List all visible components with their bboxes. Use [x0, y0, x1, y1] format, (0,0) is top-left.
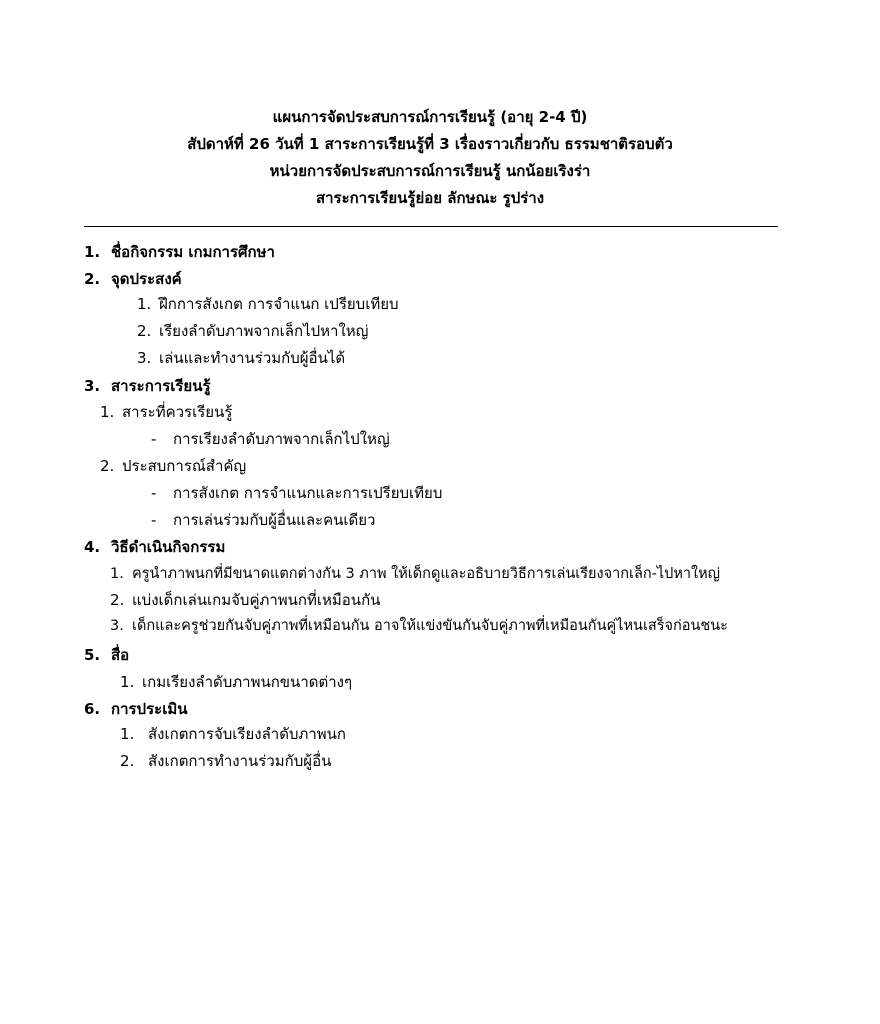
section-number: 5. — [84, 646, 101, 664]
item-number: 1. — [137, 295, 152, 313]
item-text: ครูนำภาพนกที่มีขนาดแตกต่างกัน 3 ภาพ ให้เด็กดูและอธิบายวิธีการเล่นเรียงจากเล็ก-ไปหาใหญ่ — [132, 566, 721, 582]
item-text: เรียงลำดับภาพจากเล็กไปหาใหญ่ — [159, 322, 369, 340]
item-number: 1. — [100, 403, 115, 421]
section-title: สื่อ — [111, 646, 130, 664]
document-header — [0, 104, 860, 212]
section-number: 3. — [84, 377, 101, 395]
header-unit: หน่วยการจัดประสบการณ์การเรียนรู้ นกน้อยเริงร่า — [269, 162, 591, 180]
list-item — [151, 510, 375, 530]
item-dash: - — [151, 430, 157, 448]
section-objectives — [84, 269, 182, 289]
list-item — [137, 348, 345, 368]
list-item — [137, 294, 399, 314]
item-dash: - — [151, 511, 157, 529]
item-text: เด็กและครูช่วยกันจับคู่ภาพที่เหมือนกัน อาจให้แข่งขันกันจับคู่ภาพที่เหมือนกันคู่ไหนเสร็จก่อนชนะ — [132, 618, 728, 634]
item-number: 2. — [137, 322, 152, 340]
subsection-what-to-learn — [100, 402, 232, 422]
list-item — [110, 616, 728, 636]
item-dash: - — [151, 484, 157, 502]
list-item — [120, 751, 331, 771]
item-number: 2. — [100, 457, 115, 475]
item-text: แบ่งเด็กเล่นเกมจับคู่ภาพนกที่เหมือนกัน — [132, 591, 381, 609]
item-text: เล่นและทำงานร่วมกับผู้อื่นได้ — [159, 349, 346, 367]
section-title: ชื่อกิจกรรม เกมการศึกษา — [111, 243, 275, 261]
section-title: การประเมิน — [111, 700, 188, 718]
list-item — [120, 724, 346, 744]
header-subtopic: สาระการเรียนรู้ย่อย ลักษณะ รูปร่าง — [315, 189, 545, 207]
section-title: สาระการเรียนรู้ — [111, 377, 211, 395]
header-title: แผนการจัดประสบการณ์การเรียนรู้ (อายุ 2-4 ปี) — [272, 108, 588, 126]
section-materials — [84, 645, 129, 665]
item-text: การเรียงลำดับภาพจากเล็กไปใหญ่ — [173, 430, 390, 448]
item-text: ฝึกการสังเกต การจำแนก เปรียบเทียบ — [159, 295, 399, 313]
header-divider — [84, 226, 778, 227]
list-item — [151, 429, 390, 449]
section-number: 6. — [84, 700, 101, 718]
subsection-key-experiences — [100, 456, 246, 476]
item-text: การสังเกต การจำแนกและการเปรียบเทียบ — [173, 484, 443, 502]
section-number: 2. — [84, 270, 101, 288]
item-text: สังเกตการทำงานร่วมกับผู้อื่น — [148, 752, 332, 770]
section-number: 4. — [84, 538, 101, 556]
header-week-topic: สัปดาห์ที่ 26 วันที่ 1 สาระการเรียนรู้ที่ 3 เรื่องราวเกี่ยวกับ ธรรมชาติรอบตัว — [187, 135, 673, 153]
list-item — [151, 483, 442, 503]
item-text: การเล่นร่วมกับผู้อื่นและคนเดียว — [173, 511, 376, 529]
section-title: วิธีดำเนินกิจกรรม — [111, 538, 226, 556]
section-procedure — [84, 537, 225, 557]
list-item — [110, 564, 720, 584]
item-text: ประสบการณ์สำคัญ — [122, 457, 247, 475]
list-item — [137, 321, 368, 341]
item-number: 3. — [110, 618, 124, 634]
list-item — [120, 672, 352, 692]
list-item — [110, 590, 380, 610]
item-number: 1. — [110, 566, 124, 582]
item-text: สาระที่ควรเรียนรู้ — [122, 403, 233, 421]
section-activity-name — [84, 242, 275, 262]
item-text: เกมเรียงลำดับภาพนกขนาดต่างๆ — [142, 673, 353, 691]
section-number: 1. — [84, 243, 101, 261]
item-number: 1. — [120, 673, 135, 691]
item-number: 2. — [110, 591, 125, 609]
item-number: 3. — [137, 349, 152, 367]
item-number: 2. — [120, 752, 135, 770]
item-number: 1. — [120, 725, 135, 743]
item-text: สังเกตการจับเรียงลำดับภาพนก — [148, 725, 347, 743]
section-learning-content — [84, 376, 211, 396]
section-title: จุดประสงค์ — [111, 270, 182, 288]
section-evaluation — [84, 699, 187, 719]
